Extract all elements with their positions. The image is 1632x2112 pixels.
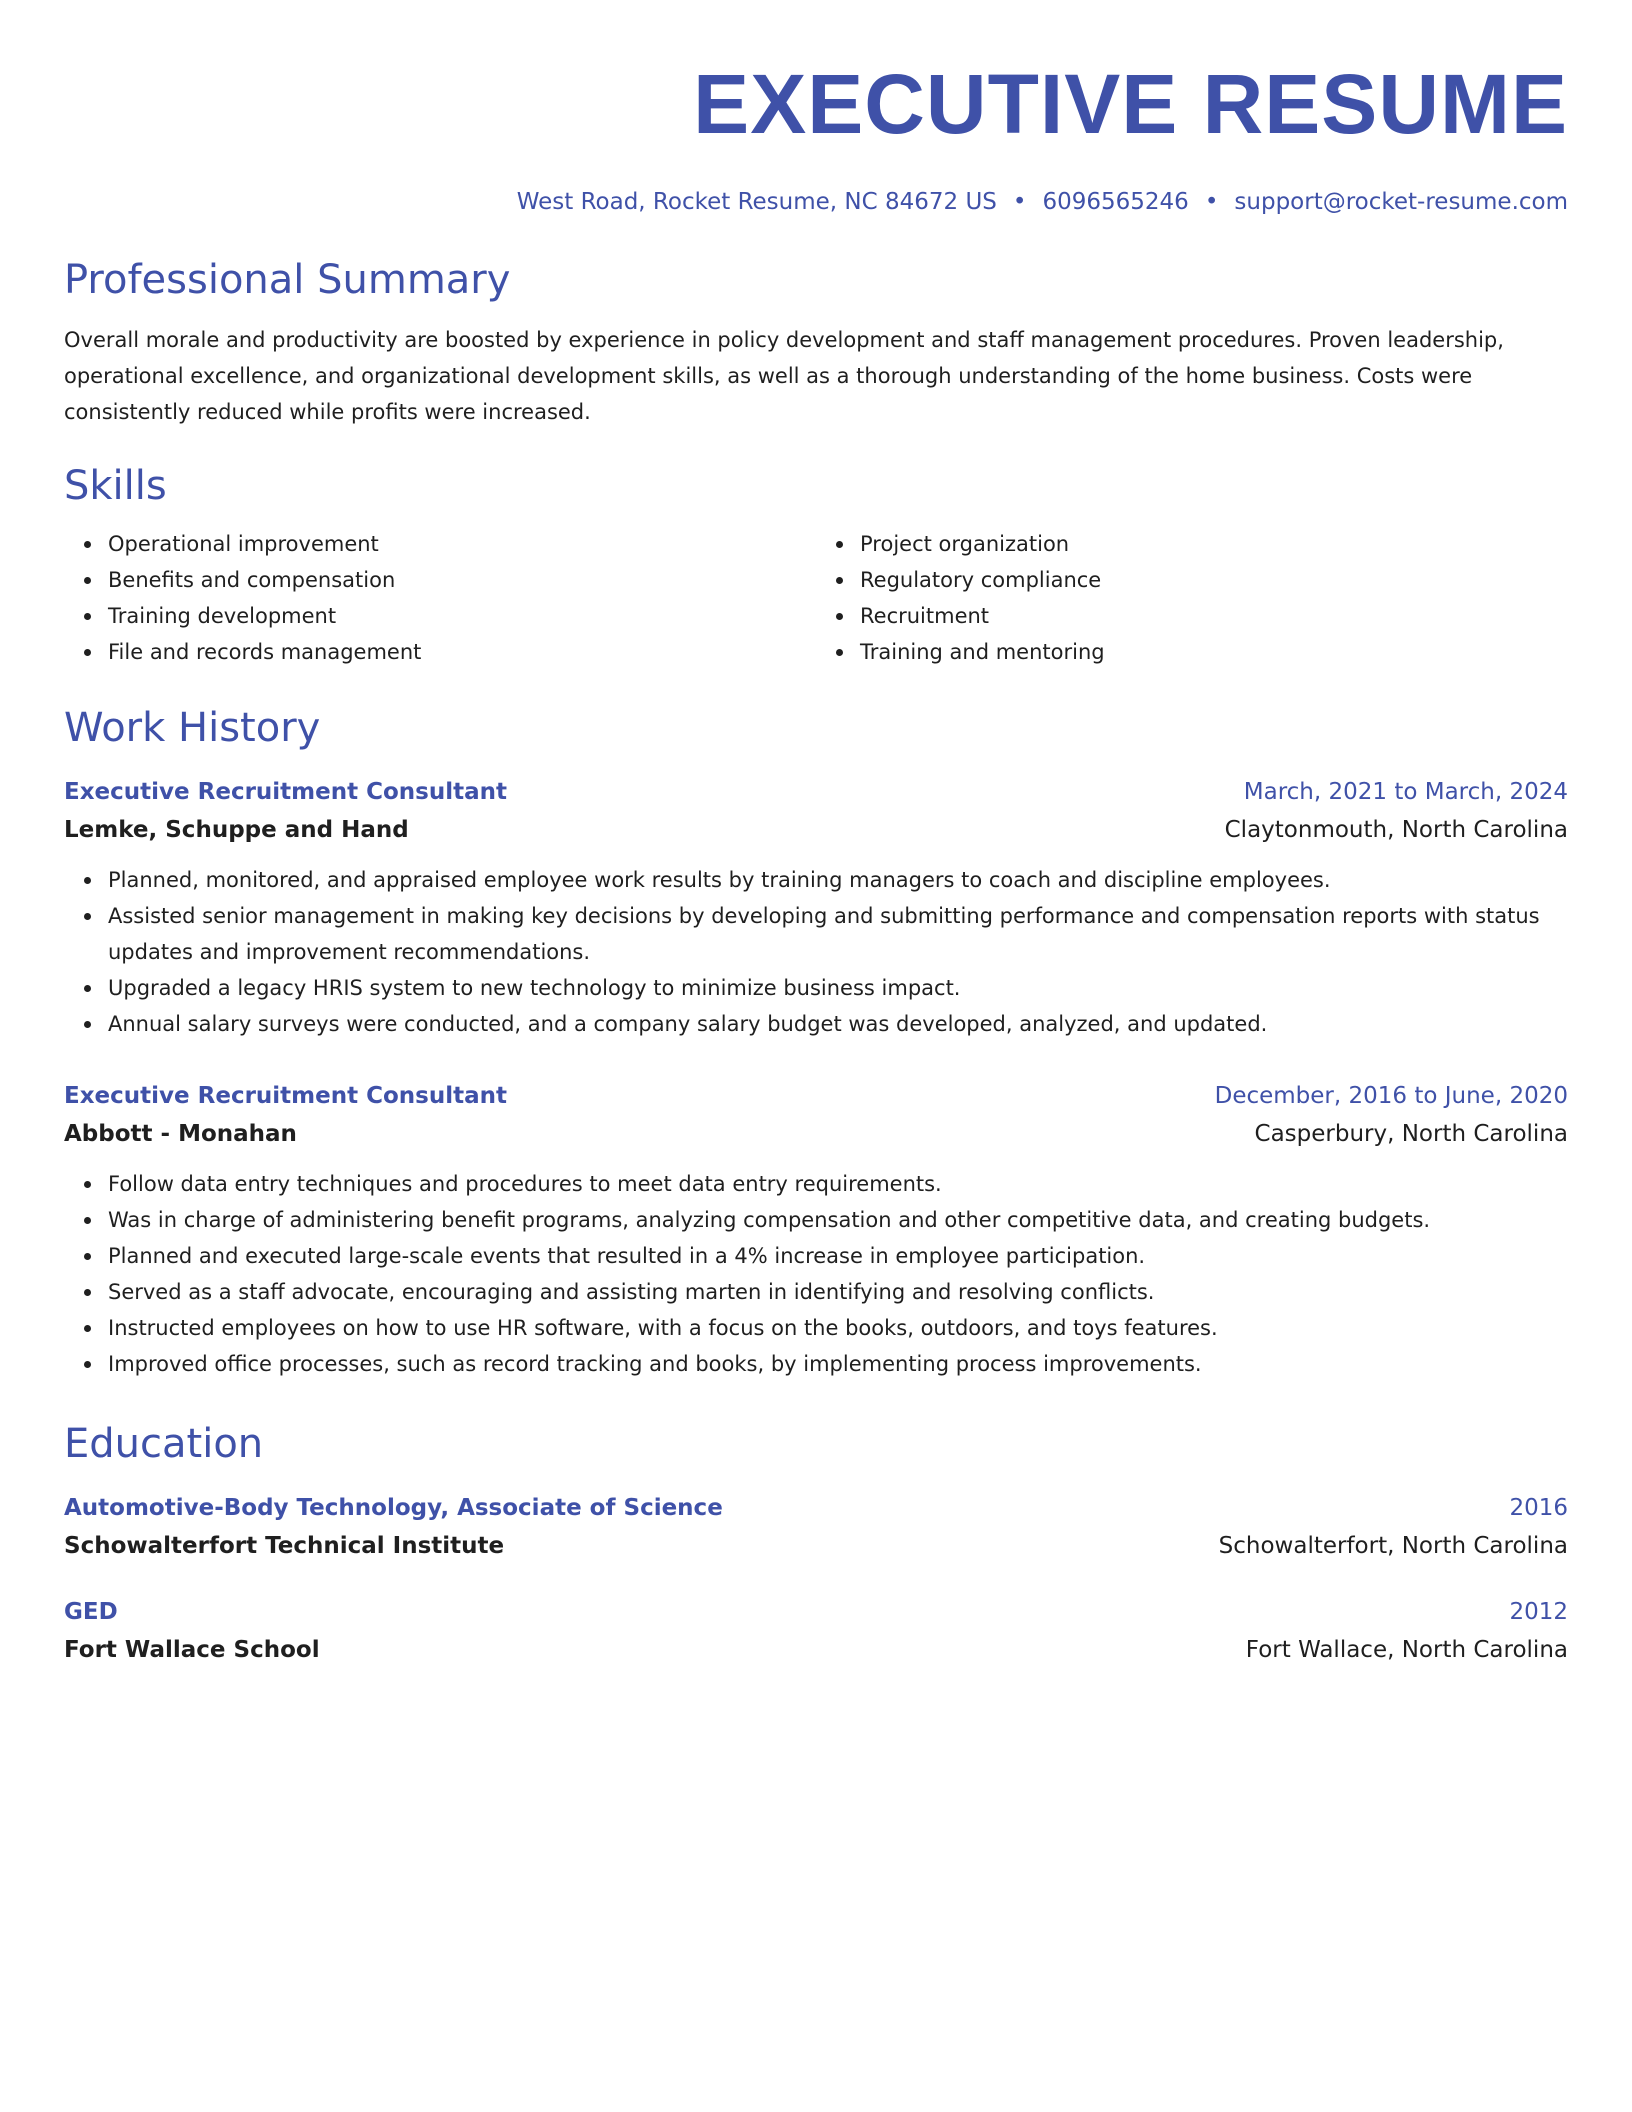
job-company: Lemke, Schuppe and Hand [64, 817, 409, 843]
job-dates: March, 2021 to March, 2024 [1243, 779, 1568, 805]
job-duties-list [64, 1166, 1568, 1382]
work-history-section [64, 704, 1568, 1382]
job-title: Executive Recruitment Consultant [64, 779, 507, 805]
job-company: Abbott - Monahan [64, 1121, 297, 1147]
resume-title: EXECUTIVE RESUME [693, 57, 1568, 151]
education-header-row [64, 1594, 1568, 1630]
skill-item: Regulatory compliance [860, 562, 1568, 598]
education-location: Schowalterfort, North Carolina [1218, 1533, 1568, 1559]
job-location: Claytonmouth, North Carolina [1224, 817, 1568, 843]
skill-item: File and records management [108, 634, 816, 670]
skill-item: Benefits and compensation [108, 562, 816, 598]
education-year: 2016 [1509, 1495, 1568, 1521]
job-duty-item: Instructed employees on how to use HR software, with a focus on the books, outdoors, and toys features. [108, 1310, 1568, 1346]
job-duty-item: Upgraded a legacy HRIS system to new technology to minimize business impact. [108, 970, 1568, 1006]
skill-item: Recruitment [860, 598, 1568, 634]
skill-item: Training development [108, 598, 816, 634]
job-header-row [64, 774, 1568, 810]
education-section [64, 1420, 1568, 1670]
education-school-row [64, 1526, 1568, 1566]
job-duties-list [64, 862, 1568, 1042]
section-title-education: Education [64, 1421, 264, 1467]
job-company-row [64, 1114, 1568, 1154]
job-duty-item: Annual salary surveys were conducted, and a company salary budget was developed, analyzed, and updated. [108, 1006, 1568, 1042]
contact-email: support@rocket-resume.com [1234, 189, 1568, 215]
job-duty-item: Follow data entry techniques and procedures to meet data entry requirements. [108, 1166, 1568, 1202]
job-entry [64, 1078, 1568, 1382]
contact-phone: 6096565246 [1042, 189, 1189, 215]
job-entry [64, 774, 1568, 1042]
professional-summary-section [64, 256, 1568, 430]
contact-separator: • [1012, 189, 1027, 215]
education-school: Schowalterfort Technical Institute [64, 1533, 505, 1559]
skills-section [64, 462, 1568, 670]
skill-item: Operational improvement [108, 526, 816, 562]
education-header-row [64, 1490, 1568, 1526]
job-duty-item: Improved office processes, such as record tracking and books, by implementing process improvements. [108, 1346, 1568, 1382]
job-duty-item: Planned, monitored, and appraised employee work results by training managers to coach and discipline employees. [108, 862, 1568, 898]
summary-text: Overall morale and productivity are boosted by experience in policy development and staff management procedures. Proven leadership, operational excellence, and organizational development skills, as well as a thorough understanding of the home business. Costs were consistently reduced while profits were increased. [64, 328, 1504, 424]
education-degree: Automotive-Body Technology, Associate of Science [64, 1495, 723, 1521]
job-title: Executive Recruitment Consultant [64, 1083, 507, 1109]
education-year: 2012 [1509, 1599, 1568, 1625]
skills-column-left [64, 526, 816, 670]
education-school: Fort Wallace School [64, 1637, 320, 1663]
education-entry [64, 1490, 1568, 1566]
job-dates: December, 2016 to June, 2020 [1214, 1083, 1568, 1109]
job-header-row [64, 1078, 1568, 1114]
section-title-work-history: Work History [64, 705, 321, 751]
education-degree: GED [64, 1599, 118, 1625]
job-duty-item: Was in charge of administering benefit programs, analyzing compensation and other competitive data, and creating budgets. [108, 1202, 1568, 1238]
education-entry [64, 1594, 1568, 1670]
contact-line [64, 186, 1568, 218]
section-title-skills: Skills [64, 463, 167, 509]
job-location: Casperbury, North Carolina [1254, 1121, 1568, 1147]
contact-separator: • [1204, 189, 1219, 215]
job-duty-item: Served as a staff advocate, encouraging and assisting marten in identifying and resolving conflicts. [108, 1274, 1568, 1310]
contact-address: West Road, Rocket Resume, NC 84672 US [516, 189, 997, 215]
job-duty-item: Planned and executed large-scale events that resulted in a 4% increase in employee participation. [108, 1238, 1568, 1274]
education-location: Fort Wallace, North Carolina [1245, 1637, 1568, 1663]
skill-item: Training and mentoring [860, 634, 1568, 670]
skill-item: Project organization [860, 526, 1568, 562]
skills-column-right [816, 526, 1568, 670]
job-company-row [64, 810, 1568, 850]
skills-grid [64, 526, 1568, 670]
education-school-row [64, 1630, 1568, 1670]
section-title-summary: Professional Summary [64, 257, 511, 303]
job-duty-item: Assisted senior management in making key decisions by developing and submitting performance and compensation reports with status updates and improvement recommendations. [108, 898, 1568, 970]
